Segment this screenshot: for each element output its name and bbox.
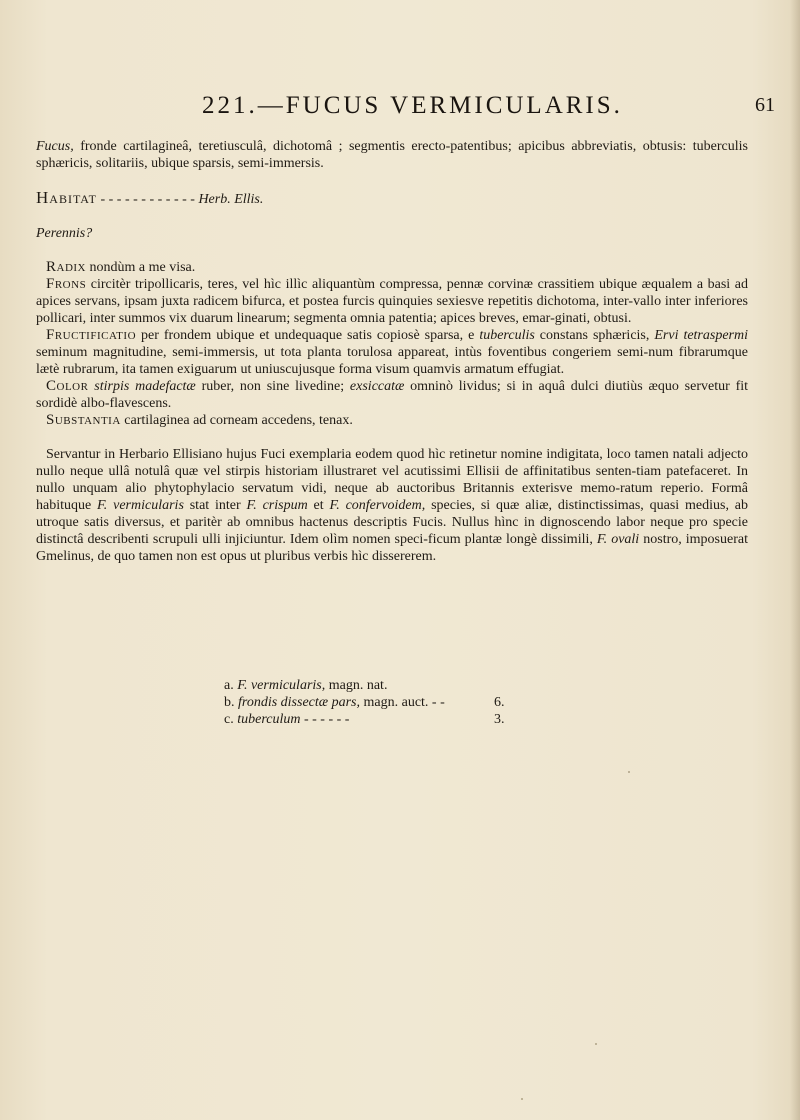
substantia-label: Substantia [46, 412, 121, 428]
frons-label: Frons [46, 276, 87, 292]
obs-text-2: stat inter [183, 498, 247, 513]
plate-b-letter: b. [224, 695, 238, 710]
fructificatio-paragraph [36, 327, 748, 378]
color-paragraph [36, 378, 748, 412]
running-title: 221.—FUCUS VERMICULARIS. [202, 92, 623, 119]
paper-speck [628, 771, 630, 773]
obs-text-3: et [307, 498, 330, 513]
habitat-line [36, 189, 748, 208]
plate-row-b [224, 694, 524, 711]
radix-label: Radix [46, 259, 86, 275]
obs-italic-1: F. vermicularis [97, 498, 184, 513]
frons-text: circitèr tripollicaris, teres, vel hìc illìc aliquantùm compressa, pennæ corvinæ crassitiem ubique æqualem a basi ad apices servans, ipsam juxta radicem bifurca, et postea furcis quinquies sexiesve repetitis dichotoma, inter-vallo inter inferiores pollicari, inter summos vix duarum linearum; segmenta omnia patentia; apices breves, emar-ginati, obtusi. [36, 277, 748, 326]
plate-a-text: magn. nat. [325, 678, 388, 693]
plate-a-name: F. vermicularis, [237, 678, 326, 693]
diagnosis-genus: Fucus, [36, 139, 74, 154]
color-text-1: ruber, non sine livedine; [195, 379, 350, 394]
obs-text-5: nostro, imposuerat Gmelinus, de quo tamen non est opus ut pluribus verbis hìc dissererem. [36, 532, 748, 564]
page-edge-shadow [790, 0, 800, 1120]
frons-paragraph [36, 276, 748, 327]
habitat-value: Herb. Ellis. [198, 192, 264, 207]
plate-row-a [224, 677, 524, 694]
obs-italic-4: F. ovali [596, 532, 640, 547]
main-text [36, 138, 748, 565]
plate-c-text: - - - - - - [300, 712, 350, 727]
radix-text: nondùm a me visa. [86, 260, 196, 275]
plate-b-text: magn. auct. - - [360, 695, 445, 710]
color-stirpis: stirpis madefactæ [94, 379, 196, 394]
plate-c-letter: c. [224, 712, 238, 727]
fructificatio-text-2: constans sphæricis, [534, 328, 655, 343]
page-header [0, 92, 800, 128]
diagnosis-text: fronde cartilagineâ, teretiusculâ, dichotomâ ; segmentis erecto-patentibus; apicibus abbreviatis, obtusis: tuberculis sphæricis, solitariis, ubique sparsis, semi-immersis. [36, 139, 748, 171]
plate-b-name: frondis dissectæ pars, [238, 695, 360, 710]
fructificatio-text-3: seminum magnitudine, semi-immersis, ut tota planta torulosa appareat, intùs foventibus congeriem semi-num fibrarumque lætè rubrarum, ita tamen exiguarum ut uniuscujusque forma visum quamvis armatum effugiat. [36, 345, 748, 377]
fructificatio-label: Fructificatio [46, 327, 137, 343]
page-number: 61 [755, 94, 775, 116]
paper-speck [595, 1043, 597, 1045]
plate-b-magnification: 6. [494, 695, 505, 710]
plate-explanation [224, 677, 524, 728]
plate-a-letter: a. [224, 678, 238, 693]
color-label: Color [46, 378, 89, 394]
fructificatio-tuberculis: tuberculis [479, 328, 535, 343]
color-exsiccatae: exsiccatæ [349, 379, 405, 394]
substantia-paragraph [36, 412, 748, 429]
diagnosis-paragraph [36, 138, 748, 172]
radix-paragraph [36, 259, 748, 276]
obs-text-4: species, si quæ aliæ, distinctissimas, quasi medius, ab utroque satis diversus, et paritèr ab omnibus hactenus descriptis Fucis. Nullus hìnc in dignoscendo labor neque pro specie distinctâ describenti scrupuli ulli injiciuntur. Idem olìm nomen speci-ficum plantæ longè dissimili, [36, 498, 749, 547]
habitat-dashes: - - - - - - - - - - - - [96, 192, 199, 207]
obs-italic-2: F. crispum [246, 498, 308, 513]
color-text-2: omninò lividus; si in aquâ dulci diutiùs æquo servetur fit sordidè albo-flavescens. [36, 379, 749, 411]
obs-italic-3: F. confervoidem, [329, 498, 426, 513]
fructificatio-ervi: Ervi tetraspermi [654, 328, 748, 343]
plate-c-name: tuberculum [237, 712, 301, 727]
fructificatio-text-1: per frondem ubique et undequaque satis copiosè sparsa, e [136, 328, 480, 343]
habitat-label: Habitat [36, 188, 97, 207]
plate-c-magnification: 3. [494, 712, 505, 727]
substantia-text: cartilaginea ad corneam accedens, tenax. [120, 413, 353, 428]
obs-text-1: Servantur in Herbario Ellisiano hujus Fuci exemplaria eodem quod hìc retinetur nomine indigitata, loco tamen natali adjecto nullo neque ullâ notulâ quæ vel stirpis historiam illustraret vel acutissimi Ellisii de affinitatibus senten-tiam patefaceret. In nullo unquam alio phytophylacio servatum vidi, neque ab auctoribus Britannis exterisve memo-ratum reperio. Formâ habituque [36, 447, 748, 513]
plate-row-c [224, 711, 524, 728]
perennis-line: Perennis? [36, 226, 93, 241]
paper-speck [521, 1098, 523, 1100]
observations-paragraph [36, 446, 748, 565]
